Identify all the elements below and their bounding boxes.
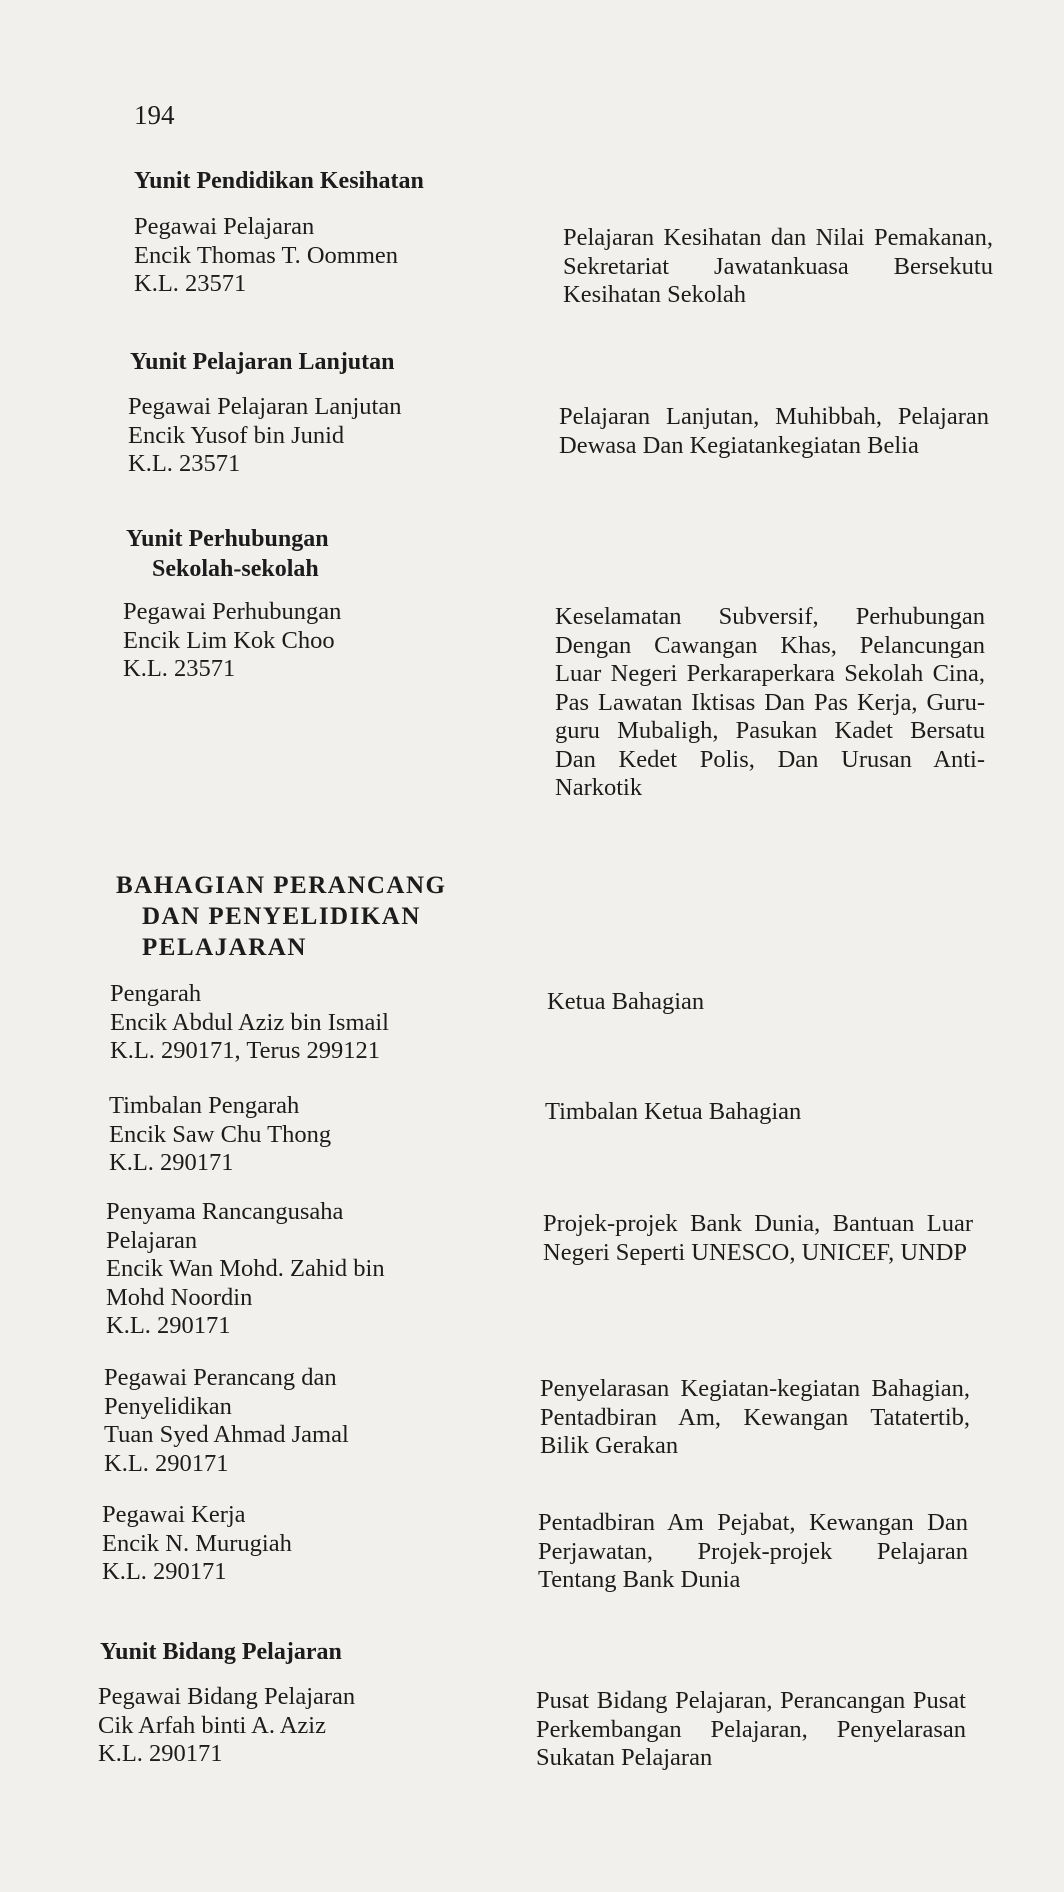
unit-person-block [123, 598, 341, 684]
unit-heading-bidang-pelajaran [100, 1637, 342, 1667]
section-title-line: PELAJARAN [142, 934, 307, 961]
page-number: 194 [134, 100, 175, 130]
entry-person-block [102, 1501, 292, 1587]
unit-person-block [128, 393, 401, 479]
person-title: Pegawai Kerja [102, 1501, 246, 1528]
person-name: Tuan Syed Ahmad Jamal [104, 1421, 349, 1448]
person-name: Encik Abdul Aziz bin Ismail [110, 1008, 389, 1036]
duty-description: Pelajaran Kesihatan dan Nilai Pemakanan, Sekretariat Jawatankuasa Bersekutu Kesihatan Sekolah [563, 224, 993, 308]
person-title: Pelajaran [106, 1226, 198, 1254]
entry-person-block [106, 1198, 385, 1341]
person-name: Encik Yusof bin Junid [128, 421, 345, 449]
person-name: Encik Saw Chu Thong [109, 1120, 332, 1148]
person-title: Penyelidikan [104, 1392, 232, 1420]
person-phone: K.L. 23571 [123, 655, 236, 682]
duty-description: Keselamatan Subversif, Perhubungan Dengan Cawangan Khas, Pelancungan Luar Negeri Perkaraperkara Sekolah Cina, Pas Lawatan Iktisas Dan Pas Kerja, Guruguru Mubaligh, Pasukan Kadet Bersatu Dan Kedet Polis, Dan Urusan Anti-Narkotik [555, 603, 985, 801]
person-title: Pegawai Bidang Pelajaran [98, 1683, 356, 1710]
entry-person-block [109, 1092, 331, 1178]
duty-description: Penyelarasan Kegiatan-kegiatan Bahagian, Pentadbiran Am, Kewangan Tatatertib, Bilik Gerakan [540, 1375, 970, 1459]
duty-description: Timbalan Ketua Bahagian [545, 1098, 802, 1125]
person-name: Mohd Noordin [106, 1283, 253, 1311]
entry-person-block [110, 980, 389, 1066]
unit-person-block [98, 1683, 355, 1769]
person-phone: K.L. 290171 [102, 1558, 227, 1585]
person-phone: K.L. 290171 [106, 1312, 231, 1339]
duty-description: Pentadbiran Am Pejabat, Kewangan Dan Perjawatan, Projek-projek Pelajaran Tentang Bank Dunia [538, 1509, 968, 1593]
duty-description: Pelajaran Lanjutan, Muhibbah, Pelajaran Dewasa Dan Kegiatankegiatan Belia [559, 403, 989, 459]
unit-heading-pelajaran-lanjutan [130, 347, 395, 377]
heading-line: Yunit Pendidikan Kesihatan [134, 168, 424, 194]
person-phone: K.L. 290171 [98, 1740, 223, 1767]
person-phone: K.L. 290171 [109, 1149, 234, 1176]
person-phone: K.L. 23571 [134, 270, 247, 297]
section-title [116, 870, 446, 963]
person-title: Pegawai Perhubungan [123, 598, 342, 625]
person-name: Encik Thomas T. Oommen [134, 241, 399, 269]
duty-description: Projek-projek Bank Dunia, Bantuan Luar Negeri Seperti UNESCO, UNICEF, UNDP [543, 1210, 973, 1266]
heading-line: Yunit Pelajaran Lanjutan [130, 349, 395, 375]
person-phone: K.L. 290171, Terus 299121 [110, 1037, 381, 1064]
person-title: Timbalan Pengarah [109, 1092, 300, 1119]
entry-person-block [104, 1364, 349, 1478]
duty-description: Pusat Bidang Pelajaran, Perancangan Pusat Perkembangan Pelajaran, Penyelarasan Sukatan Pelajaran [536, 1687, 966, 1771]
unit-person-block [134, 213, 398, 299]
person-name: Encik N. Murugiah [102, 1529, 292, 1557]
heading-line: Yunit Perhubungan [126, 526, 329, 552]
heading-line: Sekolah-sekolah [152, 556, 319, 582]
unit-heading-perhubungan-sekolah [126, 524, 329, 584]
section-title-line: BAHAGIAN PERANCANG [116, 872, 447, 899]
section-title-line: DAN PENYELIDIKAN [142, 903, 421, 930]
person-phone: K.L. 23571 [128, 450, 241, 477]
person-name: Cik Arfah binti A. Aziz [98, 1711, 326, 1739]
person-title: Pengarah [110, 980, 202, 1007]
person-title: Pegawai Perancang dan [104, 1364, 337, 1391]
person-name: Encik Wan Mohd. Zahid bin [106, 1255, 385, 1282]
unit-heading-pendidikan-kesihatan [134, 166, 424, 196]
person-phone: K.L. 290171 [104, 1449, 229, 1477]
person-title: Pegawai Pelajaran [134, 213, 315, 240]
duty-description: Ketua Bahagian [547, 988, 705, 1015]
heading-line: Yunit Bidang Pelajaran [100, 1639, 342, 1665]
person-title: Penyama Rancangusaha [106, 1198, 344, 1225]
person-title: Pegawai Pelajaran Lanjutan [128, 393, 402, 420]
person-name: Encik Lim Kok Choo [123, 626, 335, 654]
